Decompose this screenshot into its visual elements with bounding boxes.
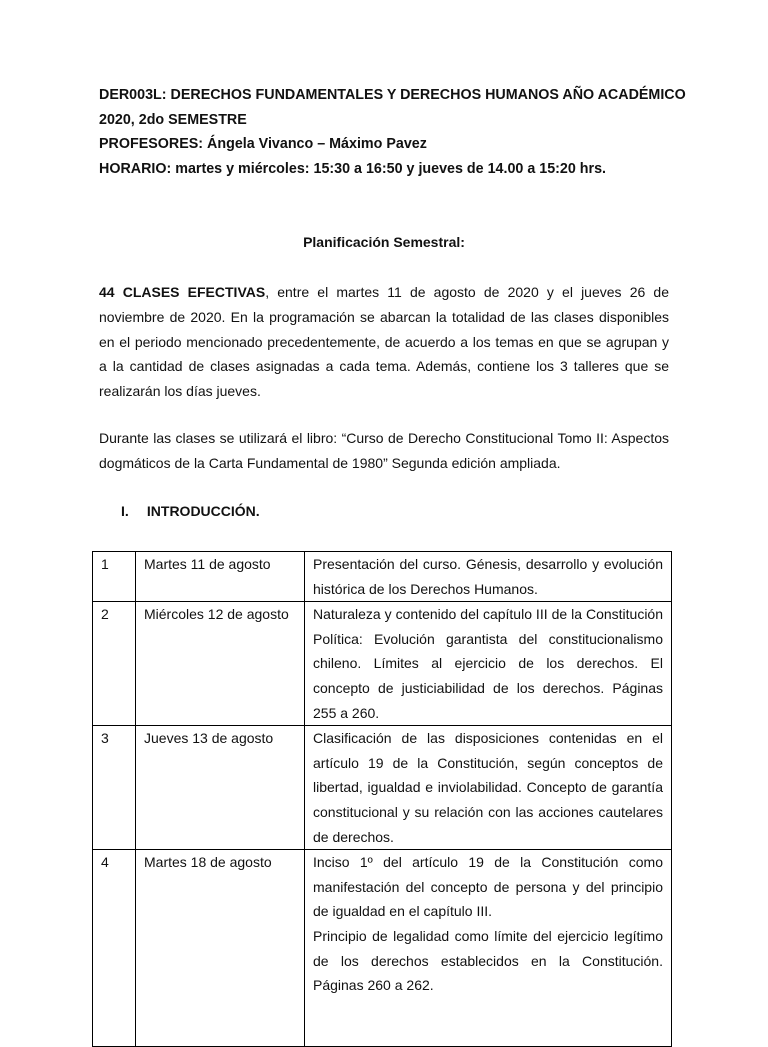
course-schedule-line: HORARIO: martes y miércoles: 15:30 a 16:50 y jueves de 14.00 a 15:20 hrs. [99, 160, 607, 177]
class-content [305, 726, 672, 850]
table-row [93, 850, 672, 1047]
table-row [93, 552, 672, 602]
class-content-text: Clasificación de las disposiciones contenidas en el artículo 19 de la Constitución, según conceptos de libertad, igualdad e inviolabilidad. Concepto de garantía constitucional y su relación con las acciones cautelares de derechos. [313, 730, 663, 845]
section-heading [121, 501, 260, 521]
class-content-text: Naturaleza y contenido del capítulo III de la Constitución Política: Evolución garantista del constitucionalismo chileno. Límites al ejercicio de los derechos. El concepto de justiciabilidad de los derechos. Páginas 255 a 260. [313, 606, 663, 721]
class-date: Martes 18 de agosto [136, 850, 305, 1047]
planning-title: Planificación Semestral: [303, 234, 465, 250]
section-number: I. [121, 503, 129, 519]
class-number: 1 [93, 552, 136, 602]
class-content-text: Inciso 1º del artículo 19 de la Constitución como manifestación del concepto de persona y del principio de igualdad en el capítulo III. [313, 854, 663, 920]
class-date: Jueves 13 de agosto [136, 726, 305, 850]
book-paragraph: Durante las clases se utilizará el libro: “Curso de Derecho Constitucional Tomo II: Aspectos dogmáticos de la Carta Fundamental de 1980” Segunda edición ampliada. [99, 430, 669, 471]
table-row [93, 602, 672, 726]
class-number: 3 [93, 726, 136, 850]
class-number: 4 [93, 850, 136, 1047]
class-content [305, 552, 672, 602]
course-title-line: DER003L: DERECHOS FUNDAMENTALES Y DERECHOS HUMANOS AÑO ACADÉMICO [99, 87, 686, 103]
course-period-line: 2020, 2do SEMESTRE [99, 111, 247, 128]
class-date: Miércoles 12 de agosto [136, 602, 305, 726]
course-header [99, 83, 686, 181]
class-date: Martes 11 de agosto [136, 552, 305, 602]
class-content [305, 850, 672, 1047]
intro-paragraph-text: , entre el martes 11 de agosto de 2020 y el jueves 26 de noviembre de 2020. En la programación se abarcan la totalidad de las clases disponibles en el periodo mencionado precedentemente, de acuerdo a los temas en que se agrupan y a la cantidad de clases asignadas a cada tema. Además, contiene los 3 talleres que se realizarán los días jueves. [99, 284, 669, 400]
classes-count-lead: 44 CLASES EFECTIVAS [99, 284, 266, 300]
class-content-text: Presentación del curso. Génesis, desarrollo y evolución histórica de los Derechos Humanos. [313, 556, 663, 597]
section-title: INTRODUCCIÓN. [146, 503, 260, 519]
classes-table [92, 551, 672, 1047]
class-number: 2 [93, 602, 136, 726]
course-professors-line: PROFESORES: Ángela Vivanco – Máximo Pavez [99, 136, 427, 152]
table-row [93, 726, 672, 850]
intro-paragraph [99, 280, 669, 404]
class-content [305, 602, 672, 726]
class-content-text: Principio de legalidad como límite del ejercicio legítimo de los derechos establecidos en la Constitución. Páginas 260 a 262. [313, 927, 663, 994]
